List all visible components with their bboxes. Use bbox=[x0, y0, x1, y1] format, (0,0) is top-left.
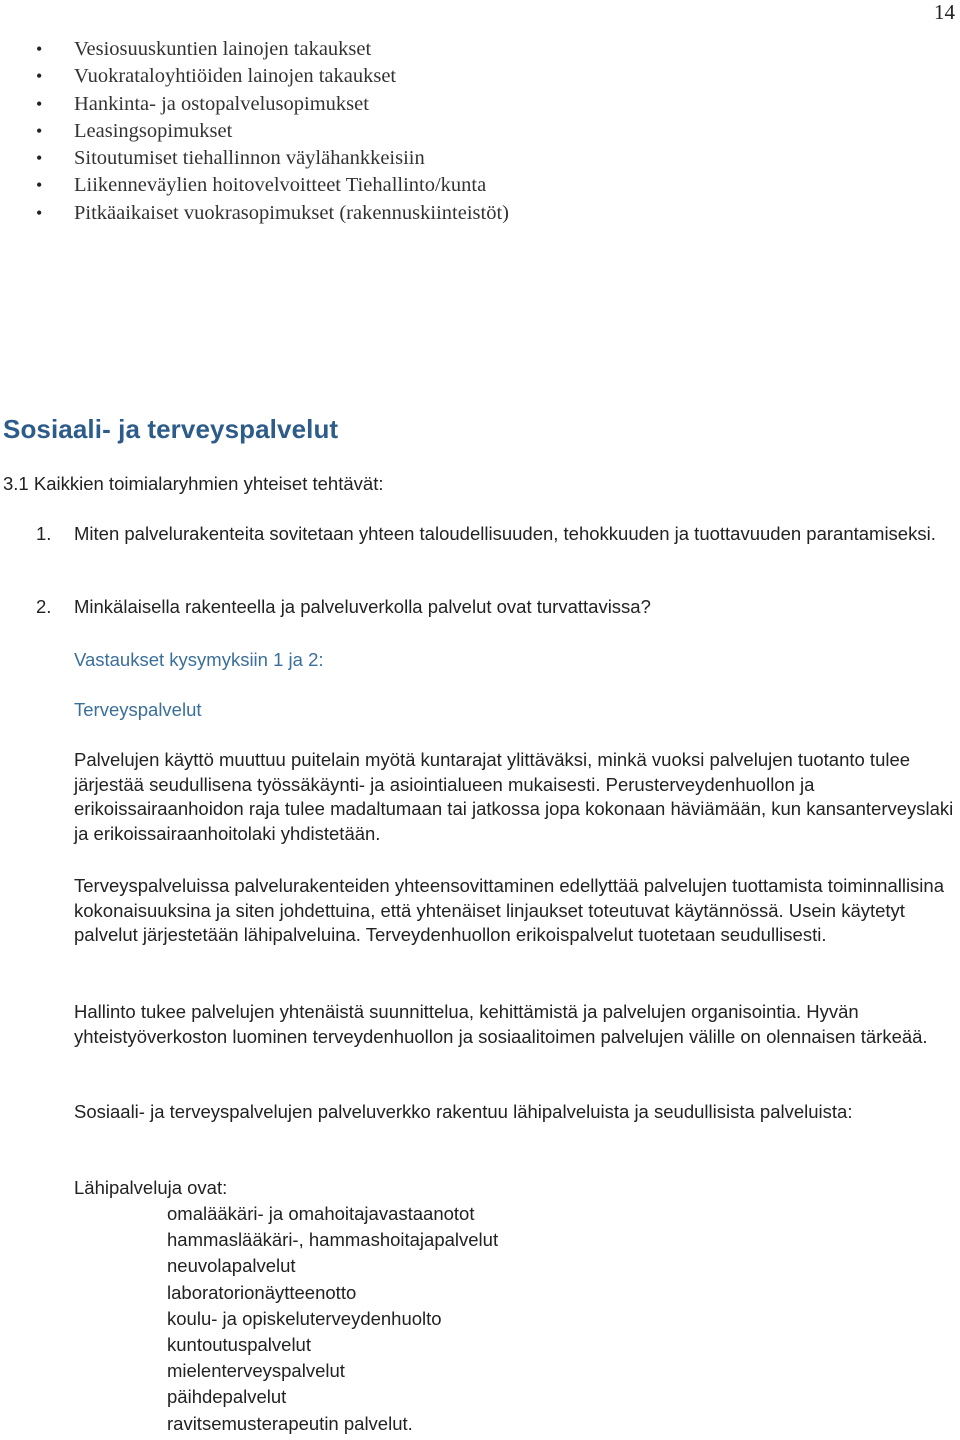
health-services-label: Terveyspalvelut bbox=[74, 699, 202, 720]
paragraph: Hallinto tukee palvelujen yhtenäistä suunnittelua, kehittämistä ja palvelujen organisointia. Hyvän yhteistyöverkoston luominen terveydenhuollon ja sosiaalitoimen palvelujen välille on olennaisen tärkeää. bbox=[74, 1001, 928, 1047]
paragraph: Terveyspalveluissa palvelurakenteiden yhteensovittaminen edellyttää palvelujen tuottamista toiminnallisina kokonaisuuksina ja siten johdettuina, että yhtenäiset linjaukset toteutuvat käytännössä. Usein käytetyt palvelut järjestetään lähipalveluina. Terveydenhuollon erikoispalvelut tuotetaan seudullisesti. bbox=[74, 875, 944, 946]
question-text: Miten palvelurakenteita sovitetaan yhteen taloudellisuuden, tehokkuuden ja tuottavuuden parantamiseksi. bbox=[74, 523, 936, 544]
service-item: päihdepalvelut bbox=[167, 1386, 287, 1408]
bullet-item: • Sitoutumiset tiehallinnon väylähankkeisiin bbox=[36, 145, 509, 172]
service-item: omalääkäri- ja omahoitajavastaanotot bbox=[167, 1203, 475, 1224]
service-item: neuvolapalvelut bbox=[167, 1255, 296, 1277]
subheading: 3.1 Kaikkien toimialaryhmien yhteiset tehtävät: bbox=[3, 473, 384, 494]
question-1 bbox=[36, 522, 954, 547]
service-item: mielenterveyspalvelut bbox=[167, 1360, 345, 1382]
service-item: koulu- ja opiskeluterveydenhuolto bbox=[167, 1307, 442, 1329]
service-item: ravitsemusterapeutin palvelut. bbox=[167, 1412, 413, 1434]
question-2 bbox=[36, 595, 954, 620]
question-number: 2. bbox=[36, 596, 52, 617]
paragraph: Sosiaali- ja terveyspalvelujen palveluverkko rakentuu lähipalveluista ja seudullisista palveluista: bbox=[74, 1101, 853, 1122]
bullet-item: • Leasingsopimukset bbox=[36, 118, 509, 145]
local-services-label: Lähipalveluja ovat: bbox=[74, 1177, 228, 1198]
bullet-item: • Vesiosuuskuntien lainojen takaukset bbox=[36, 36, 509, 63]
service-item: hammaslääkäri-, hammashoitajapalvelut bbox=[167, 1229, 499, 1251]
service-item: kuntoutuspalvelut bbox=[167, 1334, 311, 1356]
bullet-item: • Vuokrataloyhtiöiden lainojen takaukset bbox=[36, 63, 509, 90]
local-services-list bbox=[167, 1201, 498, 1437]
answers-label: Vastaukset kysymyksiin 1 ja 2: bbox=[74, 649, 324, 670]
service-item: laboratorionäytteenotto bbox=[167, 1281, 357, 1303]
question-text: Minkälaisella rakenteella ja palveluverkolla palvelut ovat turvattavissa? bbox=[74, 596, 651, 617]
question-number: 1. bbox=[36, 523, 52, 544]
bullet-item: • Hankinta- ja ostopalvelusopimukset bbox=[36, 91, 509, 118]
section-heading: Sosiaali- ja terveyspalvelut bbox=[3, 414, 339, 444]
page-number: 14 bbox=[934, 0, 955, 24]
bullet-list bbox=[36, 36, 509, 227]
paragraph: Palvelujen käyttö muuttuu puitelain myötä kuntarajat ylittäväksi, minkä vuoksi palvelujen tuotanto tulee järjestää seudullisena työssäkäynti- ja asiointialueen mukaisesti. Perusterveydenhuollon ja erikoissairaanhoidon raja tulee madaltumaan tai jatkossa jopa kokonaan häviämään, kun kansanterveyslaki ja erikoissairaanhoitolaki yhdistetään. bbox=[74, 749, 954, 844]
bullet-item: • Pitkäaikaiset vuokrasopimukset (rakennuskiinteistöt) bbox=[36, 200, 509, 227]
bullet-item: • Liikenneväylien hoitovelvoitteet Tiehallinto/kunta bbox=[36, 172, 509, 199]
